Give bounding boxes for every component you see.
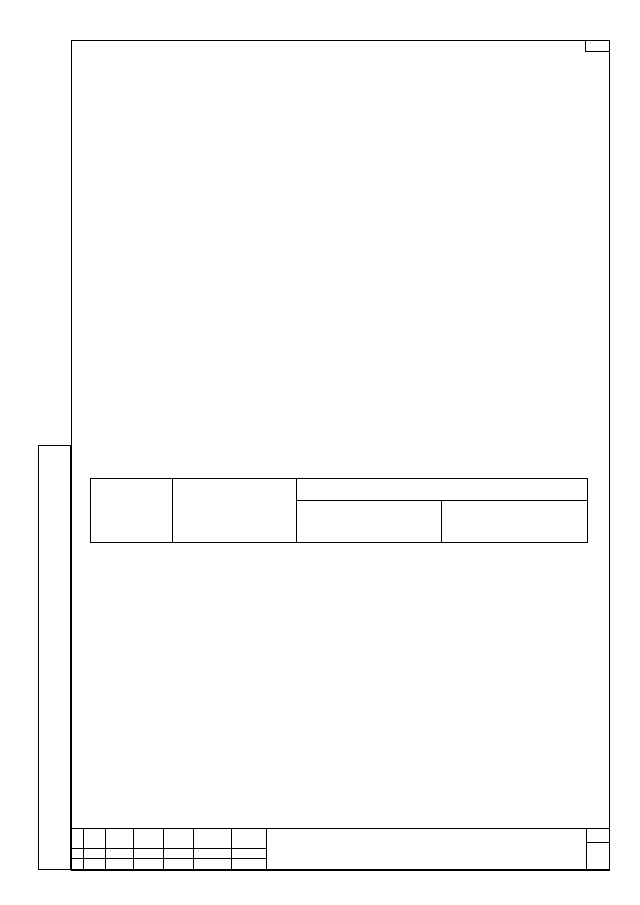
sheet-corner-number: [585, 40, 610, 52]
side-stamp-strip: [38, 445, 71, 870]
drawing-frame: [71, 40, 610, 870]
header-x: [296, 501, 442, 543]
header-parcel: [91, 479, 173, 543]
header-y: [442, 501, 588, 543]
coordinates-table: [90, 478, 588, 543]
header-point: [172, 479, 296, 543]
title-block: [71, 828, 610, 870]
header-values: [296, 479, 587, 501]
